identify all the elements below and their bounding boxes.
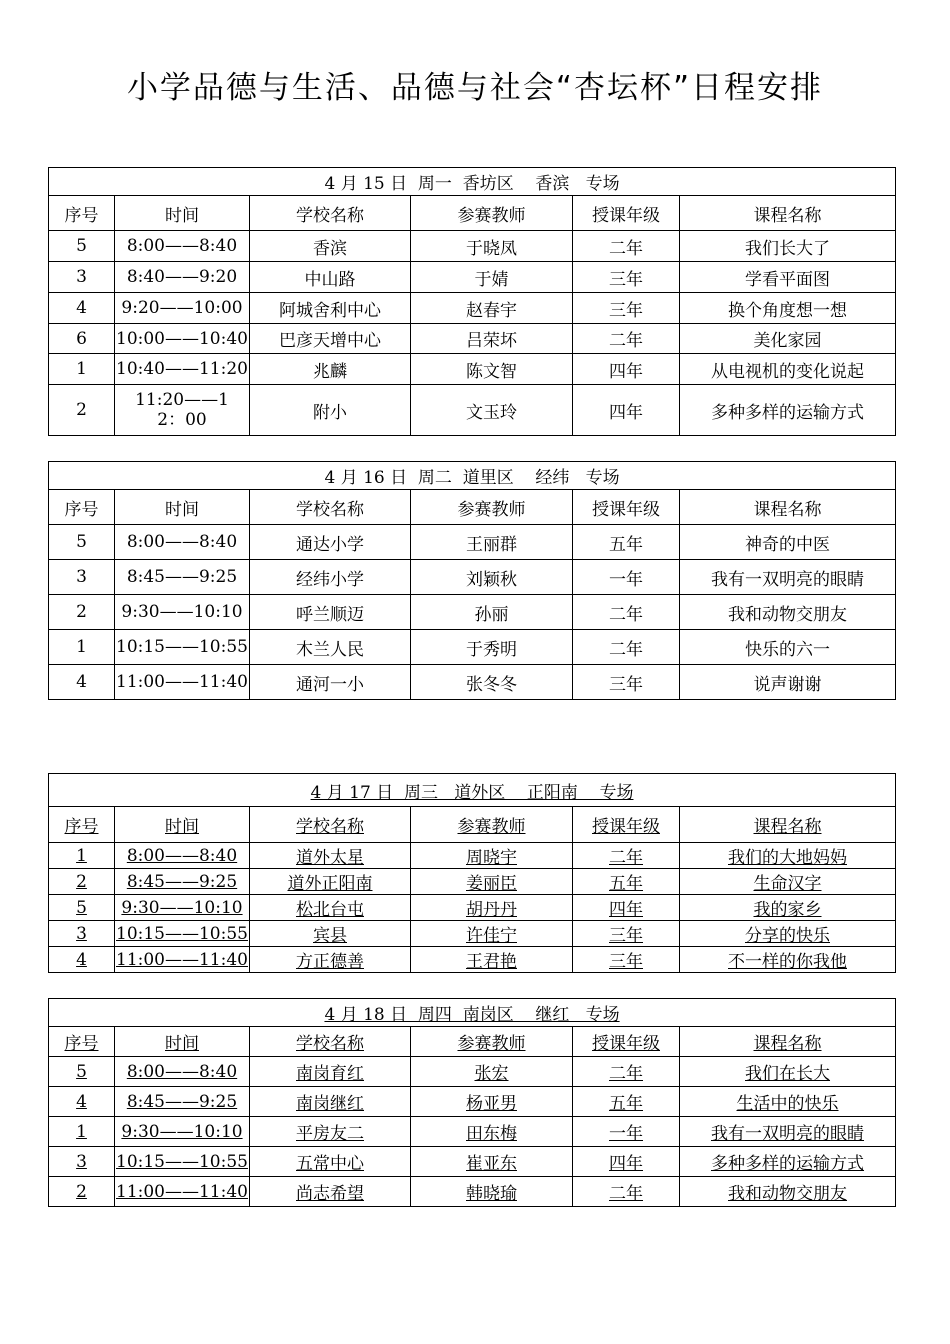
cell-time: 10:15——10:55	[115, 1147, 250, 1177]
cell-teacher: 赵春宇	[411, 293, 573, 324]
table-row	[49, 895, 896, 921]
cell-school: 尚志希望	[250, 1177, 411, 1207]
cell-grade: 一年	[573, 1117, 680, 1147]
cell-time: 8:00——8:40	[115, 1057, 250, 1087]
cell-course: 分享的快乐	[680, 921, 896, 947]
cell-grade: 五年	[573, 1087, 680, 1117]
cell-time: 10:15——10:55	[115, 921, 250, 947]
col-header-school: 学校名称	[250, 490, 411, 525]
cell-grade: 二年	[573, 1057, 680, 1087]
header-row	[49, 807, 896, 843]
cell-time: 10:40——11:20	[115, 354, 250, 385]
cell-course: 我们长大了	[680, 231, 896, 262]
cell-course: 神奇的中医	[680, 525, 896, 560]
cell-grade: 四年	[573, 1147, 680, 1177]
table-row	[49, 843, 896, 869]
cell-course: 我的家乡	[680, 895, 896, 921]
col-header-index: 序号	[49, 1027, 115, 1057]
cell-time: 8:45——9:25	[115, 1087, 250, 1117]
cell-grade: 二年	[573, 231, 680, 262]
cell-time: 9:20——10:00	[115, 293, 250, 324]
cell-grade: 四年	[573, 895, 680, 921]
cell-index: 3	[49, 1147, 115, 1177]
cell-time: 8:40——9:20	[115, 262, 250, 293]
cell-time: 8:45——9:25	[115, 869, 250, 895]
cell-index: 1	[49, 630, 115, 665]
cell-course: 生命汉字	[680, 869, 896, 895]
schedule-table-apr15	[48, 167, 896, 436]
cell-index: 3	[49, 560, 115, 595]
cell-grade: 三年	[573, 947, 680, 973]
cell-teacher: 于婧	[411, 262, 573, 293]
cell-school: 木兰人民	[250, 630, 411, 665]
table-row	[49, 1147, 896, 1177]
cell-index: 5	[49, 231, 115, 262]
cell-grade: 二年	[573, 324, 680, 354]
cell-grade: 二年	[573, 1177, 680, 1207]
table-row	[49, 262, 896, 293]
cell-course: 从电视机的变化说起	[680, 354, 896, 385]
cell-course: 多种多样的运输方式	[680, 1147, 896, 1177]
cell-school: 宾县	[250, 921, 411, 947]
cell-teacher: 陈文智	[411, 354, 573, 385]
cell-course: 学看平面图	[680, 262, 896, 293]
cell-school: 道外正阳南	[250, 869, 411, 895]
table-row	[49, 1057, 896, 1087]
header-row	[49, 490, 896, 525]
col-header-index: 序号	[49, 807, 115, 843]
col-header-grade: 授课年级	[573, 196, 680, 231]
col-header-teacher: 参赛教师	[411, 196, 573, 231]
cell-grade: 五年	[573, 525, 680, 560]
table-row	[49, 1177, 896, 1207]
cell-course: 美化家园	[680, 324, 896, 354]
cell-teacher: 孙丽	[411, 595, 573, 630]
cell-course: 多种多样的运输方式	[680, 385, 896, 436]
col-header-course: 课程名称	[680, 807, 896, 843]
col-header-grade: 授课年级	[573, 1027, 680, 1057]
col-header-school: 学校名称	[250, 196, 411, 231]
cell-grade: 三年	[573, 262, 680, 293]
cell-teacher: 吕荣坏	[411, 324, 573, 354]
table-row	[49, 595, 896, 630]
cell-index: 1	[49, 354, 115, 385]
header-row	[49, 1027, 896, 1057]
cell-time: 9:30——10:10	[115, 895, 250, 921]
cell-time: 11:20——12：00	[115, 385, 250, 436]
cell-teacher: 刘颖秋	[411, 560, 573, 595]
cell-course: 不一样的你我他	[680, 947, 896, 973]
cell-teacher: 杨亚男	[411, 1087, 573, 1117]
cell-grade: 二年	[573, 630, 680, 665]
cell-school: 巴彦天增中心	[250, 324, 411, 354]
cell-teacher: 文玉玲	[411, 385, 573, 436]
cell-school: 通达小学	[250, 525, 411, 560]
cell-time: 11:00——11:40	[115, 947, 250, 973]
cell-index: 4	[49, 1087, 115, 1117]
col-header-time: 时间	[115, 490, 250, 525]
cell-teacher: 王君艳	[411, 947, 573, 973]
cell-school: 中山路	[250, 262, 411, 293]
cell-course: 说声谢谢	[680, 665, 896, 700]
cell-index: 4	[49, 665, 115, 700]
cell-teacher: 胡丹丹	[411, 895, 573, 921]
cell-index: 2	[49, 1177, 115, 1207]
table-row	[49, 231, 896, 262]
cell-course: 我和动物交朋友	[680, 1177, 896, 1207]
schedule-table-apr17	[48, 773, 896, 973]
cell-teacher: 韩晓瑜	[411, 1177, 573, 1207]
cell-school: 方正德善	[250, 947, 411, 973]
cell-course: 生活中的快乐	[680, 1087, 896, 1117]
cell-grade: 四年	[573, 354, 680, 385]
cell-course: 我和动物交朋友	[680, 595, 896, 630]
cell-school: 呼兰顺迈	[250, 595, 411, 630]
cell-time: 10:00——10:40	[115, 324, 250, 354]
page-title: 小学品德与生活、品德与社会“杏坛杯”日程安排	[126, 70, 824, 106]
cell-school: 经纬小学	[250, 560, 411, 595]
col-header-index: 序号	[49, 490, 115, 525]
cell-course: 我们在长大	[680, 1057, 896, 1087]
col-header-time: 时间	[115, 807, 250, 843]
cell-time: 8:00——8:40	[115, 525, 250, 560]
cell-index: 6	[49, 324, 115, 354]
cell-teacher: 于晓凤	[411, 231, 573, 262]
cell-index: 5	[49, 1057, 115, 1087]
col-header-time: 时间	[115, 1027, 250, 1057]
col-header-course: 课程名称	[680, 1027, 896, 1057]
cell-grade: 三年	[573, 921, 680, 947]
col-header-teacher: 参赛教师	[411, 807, 573, 843]
cell-index: 2	[49, 385, 115, 436]
cell-course: 我们的大地妈妈	[680, 843, 896, 869]
col-header-school: 学校名称	[250, 1027, 411, 1057]
table-row	[49, 921, 896, 947]
col-header-time: 时间	[115, 196, 250, 231]
cell-index: 3	[49, 262, 115, 293]
cell-school: 阿城舍利中心	[250, 293, 411, 324]
session-caption: 4 月 16 日 周二 道里区 经纬 专场	[49, 462, 896, 490]
cell-school: 附小	[250, 385, 411, 436]
cell-teacher: 姜丽臣	[411, 869, 573, 895]
cell-school: 兆麟	[250, 354, 411, 385]
session-caption: 4 月 18 日 周四 南岗区 继红 专场	[49, 999, 896, 1027]
cell-time: 11:00——11:40	[115, 665, 250, 700]
table-row	[49, 947, 896, 973]
col-header-grade: 授课年级	[573, 490, 680, 525]
cell-course: 快乐的六一	[680, 630, 896, 665]
cell-index: 4	[49, 947, 115, 973]
cell-teacher: 张冬冬	[411, 665, 573, 700]
cell-school: 道外太星	[250, 843, 411, 869]
cell-school: 松北台屯	[250, 895, 411, 921]
cell-time: 11:00——11:40	[115, 1177, 250, 1207]
col-header-index: 序号	[49, 196, 115, 231]
cell-grade: 三年	[573, 665, 680, 700]
cell-teacher: 王丽群	[411, 525, 573, 560]
col-header-teacher: 参赛教师	[411, 1027, 573, 1057]
table-row	[49, 869, 896, 895]
cell-grade: 二年	[573, 843, 680, 869]
cell-time: 10:15——10:55	[115, 630, 250, 665]
table-row	[49, 525, 896, 560]
cell-grade: 五年	[573, 869, 680, 895]
col-header-school: 学校名称	[250, 807, 411, 843]
cell-index: 2	[49, 595, 115, 630]
cell-time: 9:30——10:10	[115, 595, 250, 630]
cell-index: 5	[49, 895, 115, 921]
cell-index: 4	[49, 293, 115, 324]
schedule-table-apr16	[48, 461, 896, 700]
table-row	[49, 560, 896, 595]
col-header-course: 课程名称	[680, 490, 896, 525]
cell-grade: 一年	[573, 560, 680, 595]
table-row	[49, 665, 896, 700]
table-row	[49, 1087, 896, 1117]
cell-time: 9:30——10:10	[115, 1117, 250, 1147]
cell-school: 南岗育红	[250, 1057, 411, 1087]
table-row	[49, 385, 896, 436]
cell-index: 2	[49, 869, 115, 895]
schedule-table-apr18	[48, 998, 896, 1207]
cell-course: 我有一双明亮的眼睛	[680, 560, 896, 595]
cell-school: 香滨	[250, 231, 411, 262]
table-row	[49, 354, 896, 385]
cell-time: 8:00——8:40	[115, 231, 250, 262]
col-header-teacher: 参赛教师	[411, 490, 573, 525]
cell-course: 换个角度想一想	[680, 293, 896, 324]
cell-teacher: 崔亚东	[411, 1147, 573, 1177]
cell-school: 五常中心	[250, 1147, 411, 1177]
cell-index: 1	[49, 1117, 115, 1147]
table-row	[49, 1117, 896, 1147]
session-caption: 4 月 15 日 周一 香坊区 香滨 专场	[49, 168, 896, 196]
cell-teacher: 张宏	[411, 1057, 573, 1087]
cell-time: 8:45——9:25	[115, 560, 250, 595]
session-caption: 4 月 17 日 周三 道外区 正阳南 专场	[49, 774, 896, 807]
cell-school: 通河一小	[250, 665, 411, 700]
cell-grade: 四年	[573, 385, 680, 436]
table-row	[49, 293, 896, 324]
cell-index: 1	[49, 843, 115, 869]
cell-teacher: 许佳宁	[411, 921, 573, 947]
cell-grade: 三年	[573, 293, 680, 324]
cell-index: 5	[49, 525, 115, 560]
cell-index: 3	[49, 921, 115, 947]
header-row	[49, 196, 896, 231]
cell-course: 我有一双明亮的眼睛	[680, 1117, 896, 1147]
table-row	[49, 630, 896, 665]
cell-grade: 二年	[573, 595, 680, 630]
col-header-grade: 授课年级	[573, 807, 680, 843]
cell-teacher: 周晓宇	[411, 843, 573, 869]
cell-school: 南岗继红	[250, 1087, 411, 1117]
cell-teacher: 田东梅	[411, 1117, 573, 1147]
cell-time: 8:00——8:40	[115, 843, 250, 869]
cell-school: 平房友二	[250, 1117, 411, 1147]
table-row	[49, 324, 896, 354]
cell-teacher: 于秀明	[411, 630, 573, 665]
col-header-course: 课程名称	[680, 196, 896, 231]
